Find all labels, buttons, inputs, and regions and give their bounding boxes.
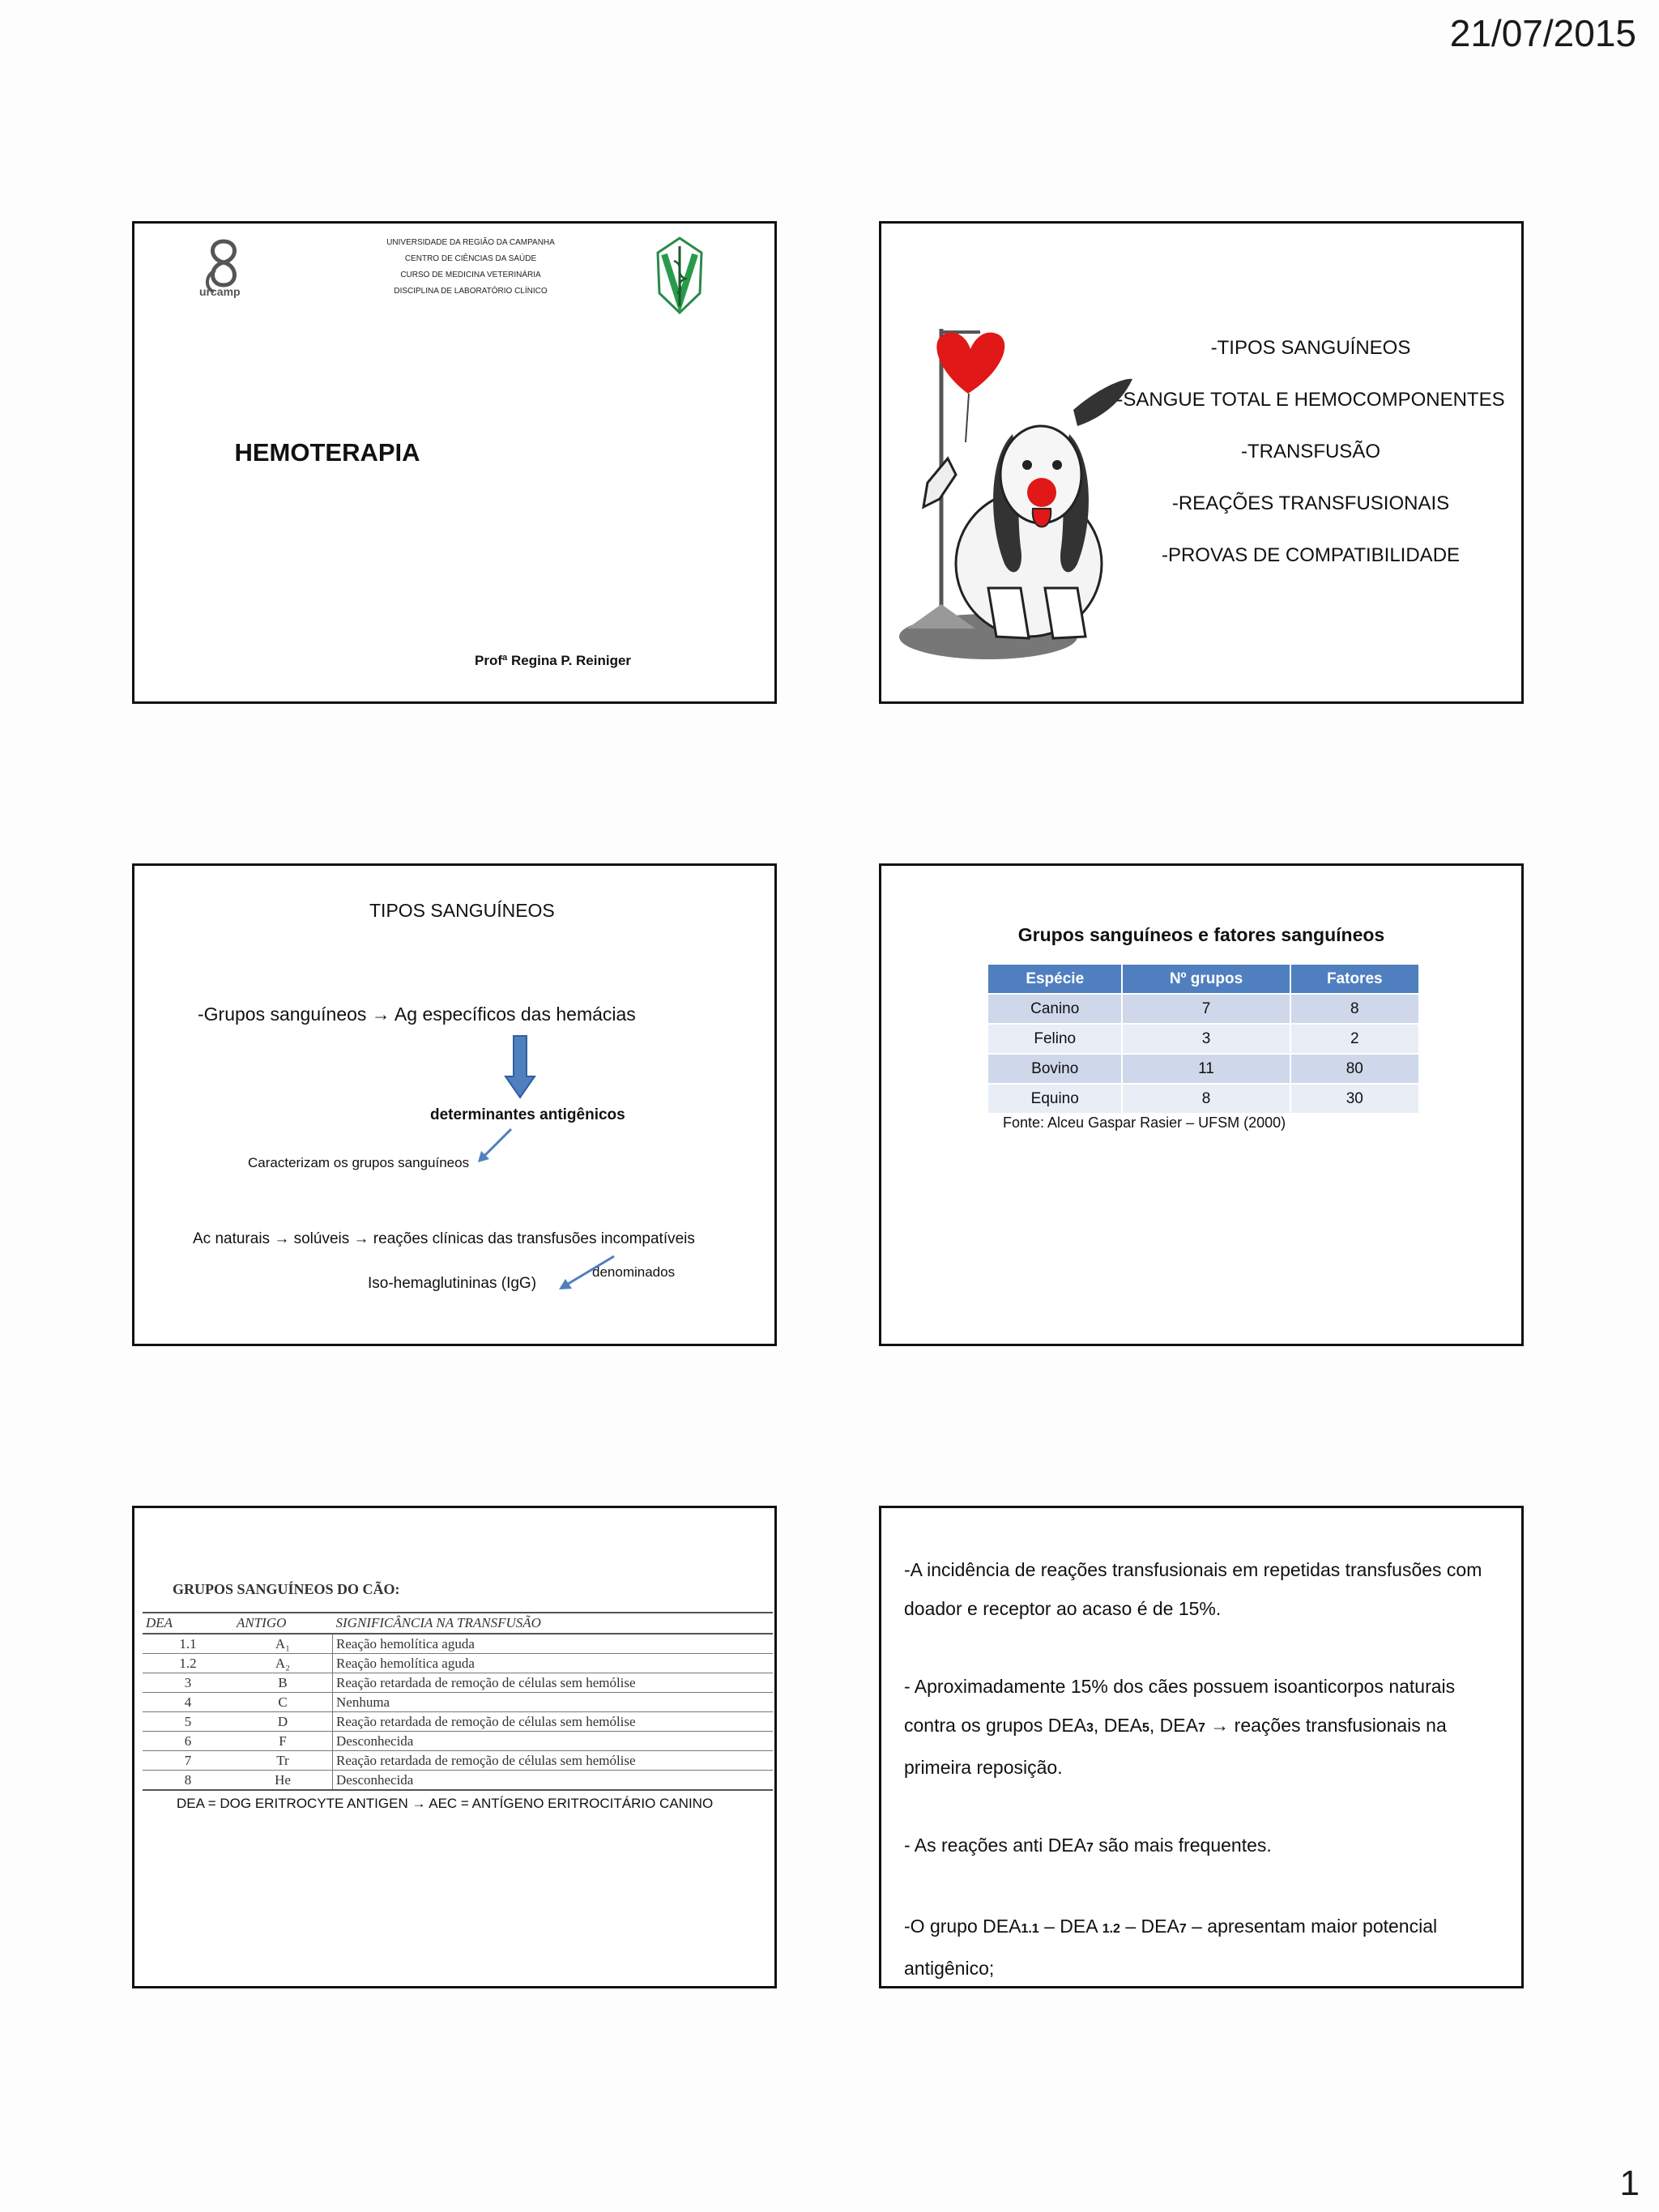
blood-groups-line: -Grupos sanguíneos → Ag específicos das hemácias xyxy=(198,1004,636,1025)
table-title: Grupos sanguíneos e fatores sanguíneos xyxy=(1017,924,1385,945)
determinants-label: determinantes antigênicos xyxy=(430,1106,625,1123)
subscript-number: 7 xyxy=(1197,1721,1205,1735)
table-cell: 7 xyxy=(1122,994,1290,1024)
text-span: – apresentam maior potencial antigênico; xyxy=(904,1916,1438,1979)
paragraph xyxy=(904,1667,1503,1787)
institution-block xyxy=(337,235,604,300)
logo-text: urcamp xyxy=(199,285,241,298)
slide-title-text xyxy=(134,438,774,467)
table-cell: 6 xyxy=(143,1732,233,1751)
table-cell: 8 xyxy=(143,1771,233,1791)
table-row xyxy=(143,1654,773,1673)
page-number: 1 xyxy=(1619,2163,1640,2203)
species-table xyxy=(987,963,1420,1115)
text-span: – DEA xyxy=(1120,1916,1179,1937)
table-cell: 1.1 xyxy=(143,1634,233,1654)
column-header: Espécie xyxy=(987,964,1122,994)
professor-name: Profª Regina P. Reiniger xyxy=(475,653,632,668)
table-row xyxy=(143,1751,773,1771)
topic-item: -TRANSFUSÃO xyxy=(1240,441,1380,462)
table-cell: A₁ xyxy=(233,1634,333,1654)
table-cell: 1.2 xyxy=(143,1654,233,1673)
table-cell: A₂ xyxy=(233,1654,333,1673)
reactions-text xyxy=(904,1550,1503,1988)
vet-shield-logo xyxy=(656,237,703,314)
table-row xyxy=(987,1054,1419,1084)
subscript-number: 1.1 xyxy=(1021,1922,1039,1936)
table-cell: Reação retardada de remoção de células sem hemólise xyxy=(333,1712,774,1732)
paragraph xyxy=(904,1826,1503,1868)
text-span: são mais frequentes. xyxy=(1093,1835,1272,1856)
table-cell: 2 xyxy=(1290,1024,1419,1054)
table-cell: Felino xyxy=(987,1024,1122,1054)
table-cell: Tr xyxy=(233,1751,333,1771)
table-cell: Canino xyxy=(987,994,1122,1024)
slide-topics xyxy=(879,221,1524,704)
table-row xyxy=(143,1712,773,1732)
topic-item: -SANGUE TOTAL E HEMOCOMPONENTES xyxy=(1116,389,1505,411)
subscript-number: 7 xyxy=(1086,1841,1094,1855)
dea-note: DEA = DOG ERITROCYTE ANTIGEN → AEC = ANTÍGENO ERITROCITÁRIO CANINO xyxy=(177,1796,714,1811)
table-row xyxy=(143,1693,773,1712)
denominated-label: denominados xyxy=(592,1264,676,1280)
dog-iv-illustration xyxy=(891,321,1134,669)
column-header: DEA xyxy=(143,1613,233,1634)
subscript-number: 3 xyxy=(1086,1721,1094,1735)
topic-item: -TIPOS SANGUÍNEOS xyxy=(1210,337,1411,359)
table-cell: Reação hemolítica aguda xyxy=(333,1634,774,1654)
table-row xyxy=(143,1771,773,1791)
table-cell: Reação retardada de remoção de células sem hemólise xyxy=(333,1673,774,1693)
table-cell: Equino xyxy=(987,1084,1122,1114)
topic-item: -PROVAS DE COMPATIBILIDADE xyxy=(1161,544,1461,566)
institution-line: DISCIPLINA DE LABORATÓRIO CLÍNICO xyxy=(394,287,548,296)
table-cell: Bovino xyxy=(987,1054,1122,1084)
table-row xyxy=(987,1084,1419,1114)
table-cell: 7 xyxy=(143,1751,233,1771)
table-row xyxy=(143,1634,773,1654)
table-row xyxy=(143,1673,773,1693)
slide-blood-types xyxy=(132,863,777,1346)
table-cell: 8 xyxy=(1290,994,1419,1024)
subscript-number: 1.2 xyxy=(1102,1922,1120,1936)
text-span: , DEA xyxy=(1093,1715,1142,1736)
page-date: 21/07/2015 xyxy=(1449,12,1636,54)
text-span: → reações transfusionais na primeira reposição. xyxy=(904,1715,1447,1778)
subscript-number: 5 xyxy=(1142,1721,1149,1735)
pointer-arrow-icon xyxy=(475,1127,515,1163)
title-span: HEMOTERAPIA xyxy=(234,438,420,467)
slide-dog-blood-groups xyxy=(132,1506,777,1988)
subscript-number: 7 xyxy=(1179,1922,1187,1936)
table-cell: 11 xyxy=(1122,1054,1290,1084)
table-row xyxy=(143,1732,773,1751)
table-cell: 30 xyxy=(1290,1084,1419,1114)
column-header: Fatores xyxy=(1290,964,1419,994)
topic-item: -REAÇÕES TRANSFUSIONAIS xyxy=(1171,492,1450,514)
table-cell: Reação hemolítica aguda xyxy=(333,1654,774,1673)
text-span: , DEA xyxy=(1149,1715,1198,1736)
table-cell: F xyxy=(233,1732,333,1751)
table-cell: 8 xyxy=(1122,1084,1290,1114)
table-cell: 80 xyxy=(1290,1054,1419,1084)
table-cell: Desconhecida xyxy=(333,1771,774,1791)
table-cell: Reação retardada de remoção de células sem hemólise xyxy=(333,1751,774,1771)
down-arrow-icon xyxy=(504,1034,536,1099)
text-span: - As reações anti DEA xyxy=(904,1835,1086,1856)
institution-line: CENTRO DE CIÊNCIAS DA SAÚDE xyxy=(404,254,537,263)
slide-species-table xyxy=(879,863,1524,1346)
table-cell: Nenhuma xyxy=(333,1693,774,1712)
institution-line: CURSO DE MEDICINA VETERINÁRIA xyxy=(400,271,541,279)
table-title: GRUPOS SANGUÍNEOS DO CÃO: xyxy=(173,1581,400,1597)
table-cell: Desconhecida xyxy=(333,1732,774,1751)
table-cell: B xyxy=(233,1673,333,1693)
table-cell: He xyxy=(233,1771,333,1791)
isohemagglutinins-label: Iso-hemaglutininas (IgG) xyxy=(368,1275,537,1292)
table-cell: D xyxy=(233,1712,333,1732)
text-span: – DEA xyxy=(1038,1916,1102,1937)
paragraph: -A incidência de reações transfusionais em repetidas transfusões com doador e receptor ao acaso é de 15%. xyxy=(904,1559,1482,1619)
table-cell: C xyxy=(233,1693,333,1712)
antibodies-line: Ac naturais → solúveis → reações clínicas das transfusões incompatíveis xyxy=(193,1230,695,1247)
table-cell: 5 xyxy=(143,1712,233,1732)
column-header: SIGNIFICÂNCIA NA TRANSFUSÃO xyxy=(333,1613,774,1634)
text-span: -O grupo DEA xyxy=(904,1916,1021,1937)
paragraph xyxy=(904,1907,1503,1988)
dea-table xyxy=(143,1612,773,1791)
text-span: - Aproximadamente 15% dos cães possuem isoanticorpos naturais contra os grupos DEA xyxy=(904,1676,1456,1736)
characterize-label: Caracterizam os grupos sanguíneos xyxy=(248,1155,470,1170)
table-cell: 4 xyxy=(143,1693,233,1712)
slide-transfusion-reactions xyxy=(879,1506,1524,1988)
table-row xyxy=(987,1024,1419,1054)
slide-heading: TIPOS SANGUÍNEOS xyxy=(369,900,555,921)
column-header: Nº grupos xyxy=(1122,964,1290,994)
table-cell: 3 xyxy=(1122,1024,1290,1054)
source-note: Fonte: Alceu Gaspar Rasier – UFSM (2000) xyxy=(1003,1115,1286,1131)
table-cell: 3 xyxy=(143,1673,233,1693)
institution-line: UNIVERSIDADE DA REGIÃO DA CAMPANHA xyxy=(386,238,555,247)
column-header: ANTIGO xyxy=(233,1613,333,1634)
slide-title xyxy=(132,221,777,704)
table-row xyxy=(987,994,1419,1024)
